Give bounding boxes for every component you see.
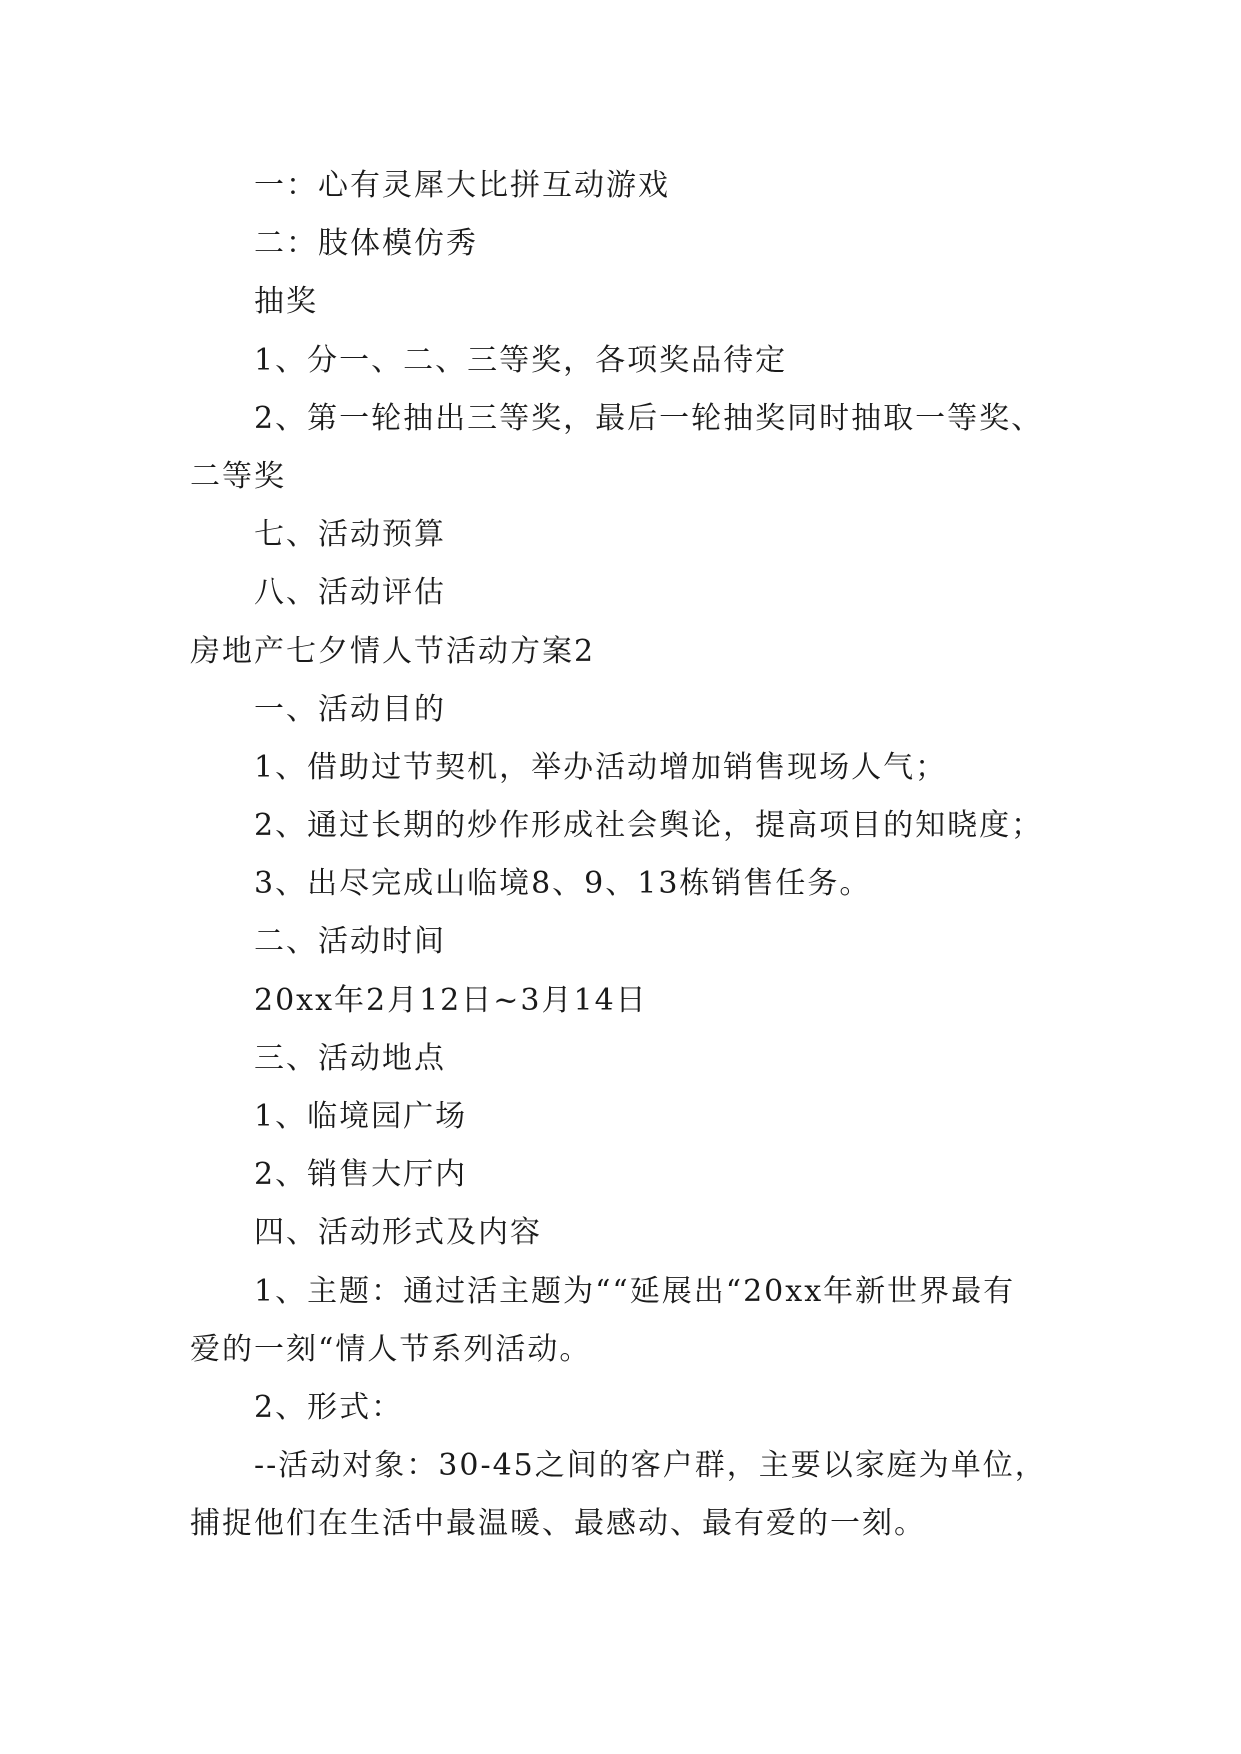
text-line: 1、主题：通过活主题为““延展出“20xx年新世界最有	[254, 1273, 1016, 1309]
section-heading: 一、活动目的	[254, 691, 446, 727]
text-line: 2、销售大厅内	[254, 1157, 468, 1193]
section-heading: 八、活动评估	[254, 575, 446, 611]
section-heading: 四、活动形式及内容	[254, 1215, 542, 1251]
text-line: 2、通过长期的炒作形成社会舆论，提高项目的知晓度；	[254, 808, 1044, 844]
document-title: 房地产七夕情人节活动方案2	[190, 633, 596, 669]
text-line-continuation: 爱的一刻“情人节系列活动。	[190, 1331, 592, 1367]
text-line: 3、出尽完成山临境8、9、13栋销售任务。	[254, 866, 872, 902]
text-line: 1、临境园广场	[254, 1099, 468, 1134]
text-line: 2、形式：	[254, 1389, 404, 1425]
section-heading: 三、活动地点	[254, 1040, 446, 1076]
text-line: 二：肢体模仿秀	[254, 226, 478, 262]
text-line-continuation: 二等奖	[190, 458, 286, 494]
document-body	[190, 157, 1070, 1554]
text-line: 2、第一轮抽出三等奖，最后一轮抽奖同时抽取一等奖、	[254, 400, 1044, 436]
text-line: --活动对象：30-45之间的客户群，主要以家庭为单位，	[254, 1448, 1047, 1484]
section-heading: 七、活动预算	[254, 517, 446, 553]
text-line: 一：心有灵犀大比拼互动游戏	[254, 168, 670, 203]
text-line: 1、借助过节契机，举办活动增加销售现场人气；	[254, 749, 948, 785]
text-line: 1、分一、二、三等奖，各项奖品待定	[254, 342, 788, 378]
section-heading: 二、活动时间	[254, 924, 446, 960]
section-heading: 抽奖	[254, 284, 318, 320]
text-line-continuation: 捕捉他们在生活中最温暖、最感动、最有爱的一刻。	[190, 1506, 926, 1542]
text-line: 20xx年2月12日~3月14日	[254, 982, 648, 1018]
